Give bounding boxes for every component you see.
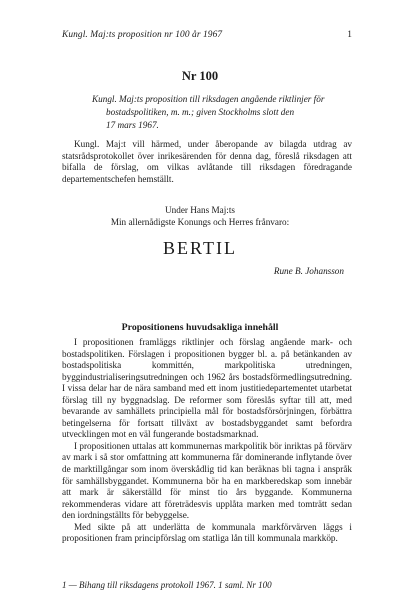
section-heading: Propositionens huvudsakliga innehåll — [121, 322, 279, 333]
proposition-subtitle — [92, 93, 352, 131]
body-paragraph: I propositionen framläggs riktlinjer och förslag angående mark- och bostadspolitiken. Förslagen i propositionen bygger bl. a. på betänkanden av bostadspolitiska kommittén, markpolitiska utredningen, byggindustrialiseringsutredningen och 1962 års bostadsförmedlingsutredning. I vissa delar har de nära samband med ett inom justitiedepartementet utarbetat förslag till ny byggnadslag. De reformer som föreslås syftar till att, med bevarande av samhällets principiella mål för bostadsförsörjningen, förbättra betingelserna för fortsatt tillväxt av bostadsbyggandet samt befordra utvecklingen mot en väl fungerande bostadsmarknad. — [62, 337, 352, 440]
subtitle-line-3: 17 mars 1967. — [106, 119, 159, 130]
subtitle-line-1: Kungl. Maj:ts proposition till riksdagen angående riktlinjer för — [92, 94, 325, 104]
under-line-1: Under Hans Maj:ts — [165, 205, 235, 215]
body-paragraph: I propositionen uttalas att kommunernas markpolitik bör inriktas på förvärv av mark i så stor omfattning att kommunerna får dominerande inflytande över de marktillgångar som inom överskådlig tid kan beräknas bli tagna i anspråk för samhällsbyggandet. Kommunerna bör ha en markberedskap som innebär att mark är säkerställd för minst tio års byggande. Kommunerna rekommenderas vidare att företrädesvis upplåta marken med tomträtt sedan den iordningställts för bebyggelse. — [62, 440, 352, 521]
under-clause — [0, 205, 400, 228]
countersignature: Rune B. Johansson — [273, 266, 344, 276]
body-paragraph: Med sikte på att underlätta de kommunala markförvärven läggs i propositionen fram principförslag om statliga lån till kommunala markköp. — [62, 521, 352, 544]
page-number: 1 — [347, 30, 352, 40]
royal-signature: BERTIL — [163, 238, 237, 258]
proposition-number: Nr 100 — [181, 69, 219, 83]
section-body — [62, 337, 352, 545]
subtitle-line-2: bostadspolitiken, m. m.; given Stockholms slott den — [106, 106, 295, 117]
intro-paragraph — [62, 139, 352, 185]
under-line-2: Min allernådigste Konungs och Herres frånvaro: — [110, 216, 290, 227]
intro-text: Kungl. Maj:t vill härmed, under åberopande av bilagda utdrag av statsrådsprotokollet över inrikesärenden för denna dag, föreslå riksdagen att bifalla de förslag, om vilkas avlåtande till riksdagen föredragande departementschefen hemställt. — [62, 139, 352, 184]
footnote: 1 — Bihang till riksdagens protokoll 1967. 1 saml. Nr 100 — [62, 580, 272, 590]
running-header-title: Kungl. Maj:ts proposition nr 100 år 1967 — [62, 30, 223, 40]
running-header — [62, 30, 352, 40]
